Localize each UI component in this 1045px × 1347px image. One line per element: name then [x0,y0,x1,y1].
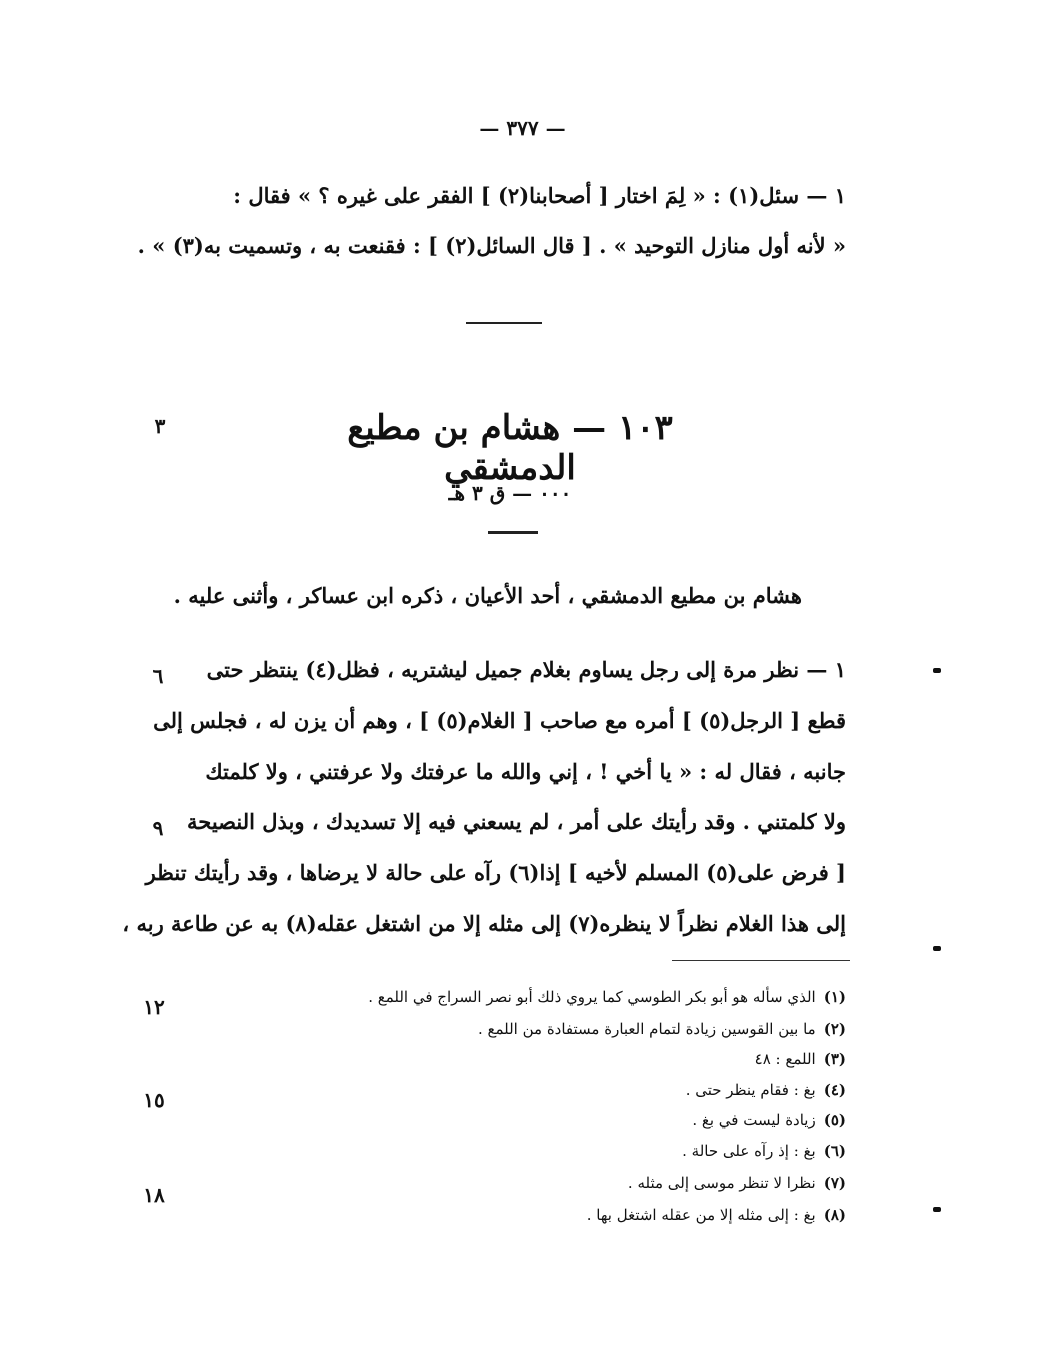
paragraph-line-5: [ فرض على(٥) المسلم لأخيه ] إذا(٦) رآه على حالة لا يرضاها ، وقد رأيتك تنظر [145,860,846,885]
footnote-divider [672,960,850,961]
footnote-item [286,1020,846,1038]
footnote-number: (٨) [823,1206,846,1224]
margin-line-number: ١٥ [143,1088,165,1112]
paragraph-line-6: إلى هذا الغلام نظراً لا ينظره(٧) إلى مثله إلا من اشتغل عقله(٨) به عن طاعة ربه ، [122,911,846,936]
footnote-number: (٥) [823,1111,846,1129]
footnote-number: (١) [823,988,846,1006]
footnote-item [286,1050,846,1068]
footnote-number: (٧) [823,1174,846,1192]
footnote-text: بغ : إلى مثله إلا من عقله اشتغل بها . [586,1206,816,1224]
paragraph-line-1: ١ — نظر مرة إلى رجل يساوم بغلام جميل ليشتريه ، فظل(٤) ينتظر حتى [206,657,846,682]
footnote-text: اللمع : ٤٨ [754,1050,816,1068]
entry-intro: هشام بن مطيع الدمشقي ، أحد الأعيان ، ذكره ابن عساكر ، وأثنى عليه . [173,583,802,608]
page-number: — ٣٧٧ — [479,116,566,140]
footnote-number: (٦) [823,1142,846,1160]
footnote-number: (٢) [823,1020,846,1038]
heading-divider [488,531,538,534]
margin-line-number: ٦ [152,664,164,688]
footnote-text: ما بين القوسين زيادة لتمام العبارة مستفادة من اللمع . [477,1020,816,1038]
footnote-text: بغ : إذ رآه على حالة . [682,1142,816,1160]
footnote-item [286,1174,846,1192]
paragraph-line-2: قطع [ الرجل(٥) ] أمره مع صاحب [ الغلام(٥) ] ، وهم أن يزن له ، فجلس إلى [153,708,846,733]
footnote-item [286,1142,846,1160]
footnote-item [286,1206,846,1224]
paragraph-line-3: جانبه ، فقال له : « يا أخي ! ، إني والله ما عرفتك ولا عرفتني ، ولا كلمتك [205,759,846,784]
margin-line-number: ٩ [152,816,164,840]
scan-edge-mark [933,1207,941,1212]
footnote-text: الذي سأله هو أبو بكر الطوسي كما يروي ذلك أبو نصر السراج في اللمع . [368,988,816,1006]
entry-dates: ٠٠٠ — ق ٣ هـ [448,481,572,505]
top-line-1: ١ — سئل(١) : « لِمَ اختار [ أصحابنا(٢) ] الفقر على غيره ؟ » فقال : [233,183,846,208]
footnote-item [286,988,846,1006]
margin-line-number: ١٨ [143,1183,165,1207]
scan-edge-mark [933,668,941,673]
margin-line-number: ٣ [154,414,166,438]
footnote-text: نظرا لا تنظر موسى إلى مثله . [627,1174,816,1192]
footnote-number: (٣) [823,1050,846,1068]
footnote-text: زيادة ليست في بغ . [692,1111,816,1129]
footnote-item [286,1111,846,1129]
section-divider [466,322,542,324]
top-line-2: « لأنه أول منازل التوحيد » . [ قال السائل(٢) ] : فقنعت به ، وتسميت به(٣) » . [137,233,846,258]
margin-line-number: ١٢ [143,995,165,1019]
footnote-text: بغ : فقام ينظر حتى . [685,1081,816,1099]
scan-edge-mark [933,946,941,951]
footnote-number: (٤) [823,1081,846,1099]
paragraph-line-4: ولا كلمتني . وقد رأيتك على أمر ، لم يسعني فيه إلا تسديدك ، وبذل النصيحة [187,809,846,834]
entry-heading: ١٠٣ — هشام بن مطيع الدمشقي [347,408,673,488]
footnote-item [286,1081,846,1099]
